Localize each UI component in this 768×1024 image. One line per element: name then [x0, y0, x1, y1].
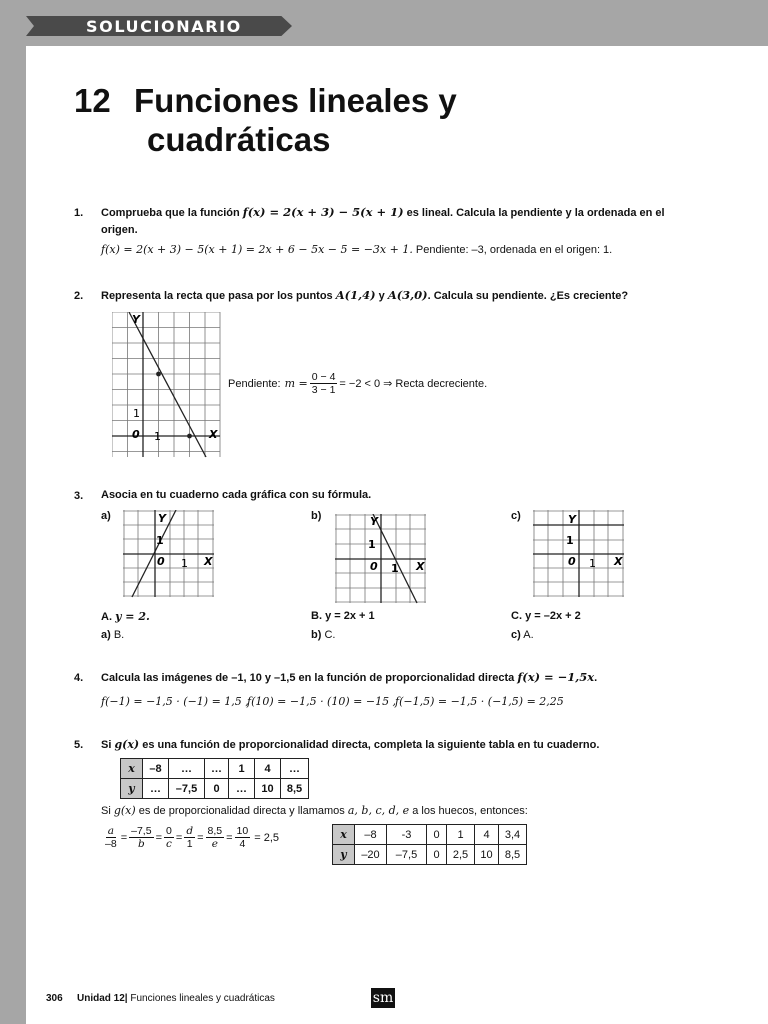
table-cell: –7,5 [169, 779, 205, 799]
table-cell: 10 [255, 779, 281, 799]
exercise-2-point-a2 [187, 434, 192, 439]
exercise-3-number: 3. [74, 490, 84, 502]
header-banner-text: SOLUCIONARIO [86, 17, 242, 36]
table-cell: y [121, 779, 143, 799]
table-cell: 3,4 [499, 825, 527, 845]
exercise-2-and: y [378, 290, 385, 302]
table-cell: 8,5 [281, 779, 309, 799]
table-cell: … [281, 759, 309, 779]
exercise-5-table-complete [332, 824, 527, 865]
table-cell: –8 [355, 825, 387, 845]
publisher-logo: sm [372, 990, 394, 1006]
exercise-5-number: 5. [74, 739, 84, 751]
exercise-3-graph-b-tick-1y: 1 [368, 538, 376, 551]
exercise-3-graph-c-tick-1x: 1 [589, 557, 596, 570]
exercise-3-graph-c-tick-0: 0 [568, 555, 576, 568]
exercise-4-text: Calcula las imágenes de –1, 10 y –1,5 en la función de proporcionalidad directa [101, 672, 515, 684]
footer-unit-label: Unidad 12 [77, 993, 125, 1004]
exercise-2-slope-result: = −2 < 0 ⇒ Recta decreciente. [339, 378, 488, 390]
exercise-2-point-a1 [156, 372, 161, 377]
exercise-5-fraction-chain: $\frac{a}{-8}$ = $\frac{-7,5}{b}$ = $\frac{0}{c}$ = $\frac{d}{1}$ = $\frac{8,5}{e}$ = $\frac{10}{4}$ = 2,5 [105, 825, 280, 850]
exercise-4-question [101, 669, 697, 687]
exercise-2-frac-num: 0 − 4 [311, 371, 336, 383]
exercise-1-text-c: origen. [101, 224, 138, 236]
exercise-5-text-b: es una función de proporcionalidad directa, completa la siguiente tabla en tu cuaderno. [142, 739, 600, 751]
exercise-2-x-label: X [209, 428, 218, 441]
table-cell: 0 [427, 825, 447, 845]
exercise-3-graph-c [533, 510, 625, 598]
table-cell: –7,5 [387, 845, 427, 865]
table-cell: … [205, 759, 229, 779]
exercise-1-text-a: Comprueba que la función [101, 207, 240, 219]
table-row [333, 825, 527, 845]
exercise-3-graph-c-tick-1y: 1 [566, 534, 574, 547]
exercise-3-graph-c-y-label: Y [568, 513, 576, 526]
table-cell: y [333, 845, 355, 865]
table-cell: 0 [427, 845, 447, 865]
exercise-5-fraction-result: = 2,5 [254, 831, 280, 844]
exercise-3-graph-b-y-label: Y [370, 515, 378, 528]
fraction: $\frac{0}{c}$ [166, 825, 172, 850]
footer-page-number: 306 [46, 993, 63, 1004]
exercise-5-gx: g(x) [114, 738, 140, 751]
fraction: $\frac{-7,5}{b}$ [131, 825, 152, 850]
exercise-3-answer-c: c) A. [511, 629, 534, 641]
exercise-2-text-a: Representa la recta que pasa por los puntos [101, 290, 333, 302]
exercise-5-question [101, 736, 697, 754]
exercise-2-slope [228, 371, 487, 396]
table-cell: 0 [205, 779, 229, 799]
exercise-1-answer-math: f(x) = 2(x + 3) − 5(x + 1) = 2x + 6 − 5x − 5 = −3x + 1. [101, 243, 413, 256]
exercise-3-graph-b-tick-0: 0 [370, 560, 378, 573]
fraction: $\frac{d}{1}$ [186, 825, 194, 850]
exercise-3-graph-c-letter: c) [511, 510, 521, 522]
exercise-4-answer-3: f(−1,5) = −1,5 · (−1,5) = 2,25 [395, 695, 564, 708]
exercise-5-explanation: Si g(x) es de proporcionalidad directa y llamamos a, b, c, d, e a los huecos, entonces: [101, 804, 528, 817]
table-cell: 8,5 [499, 845, 527, 865]
fraction: $\frac{a}{-8}$ [105, 825, 117, 850]
table-cell: 1 [229, 759, 255, 779]
exercise-3-answer-a: a) B. [101, 629, 125, 641]
exercise-3-question: Asocia en tu cuaderno cada gráfica con su fórmula. [101, 489, 372, 501]
table-cell: -3 [387, 825, 427, 845]
exercise-2-question [101, 287, 697, 305]
table-cell: … [169, 759, 205, 779]
exercise-2-line [129, 312, 206, 457]
exercise-1-answer [101, 243, 612, 256]
table-cell: 4 [255, 759, 281, 779]
table-cell: 1 [447, 825, 475, 845]
table-cell: … [143, 779, 169, 799]
exercise-2-tick-0: 0 [132, 428, 140, 441]
table-cell: 2,5 [447, 845, 475, 865]
exercise-1-formula: f(x) = 2(x + 3) − 5(x + 1) [242, 205, 404, 219]
table-cell: –20 [355, 845, 387, 865]
exercise-2-number: 2. [74, 290, 84, 302]
exercise-1-number: 1. [74, 207, 84, 219]
exercise-3-formula-a: A. y = 2. [101, 610, 150, 623]
exercise-3-formula-c: C. y = –2x + 2 [511, 610, 581, 622]
exercise-3-graph-b-tick-1x: 1 [391, 562, 399, 575]
exercise-3-graph-a-x-label: X [204, 555, 213, 568]
exercise-1-answer-text: Pendiente: –3, ordenada en el origen: 1. [415, 244, 613, 256]
exercise-3-graph-a-tick-1y: 1 [156, 534, 164, 547]
exercise-2-text-b: . Calcula su pendiente. ¿Es creciente? [427, 290, 629, 302]
exercise-4-answer-2: f(10) = −1,5 · (10) = −15 , [247, 695, 397, 708]
table-row [121, 759, 309, 779]
exercise-3-graph-a [123, 510, 215, 598]
exercise-2-point1: A(1,4) [335, 288, 376, 302]
exercise-2-y-label: Y [132, 313, 140, 326]
exercise-3-graph-a-y-label: Y [158, 512, 166, 525]
exercise-2-graph [112, 312, 222, 458]
table-cell: … [229, 779, 255, 799]
exercise-3-graph-c-x-label: X [614, 555, 623, 568]
exercise-2-tick-1y: 1 [133, 407, 140, 420]
fraction: $\frac{10}{4}$ [236, 825, 249, 850]
chapter-number: 12 [74, 82, 111, 119]
table-cell: 4 [475, 825, 499, 845]
exercise-5-table-incomplete [120, 758, 309, 799]
exercise-1-text-b: es lineal. Calcula la pendiente y la ordenada en el [406, 207, 665, 219]
exercise-2-slope-label: Pendiente: [228, 377, 281, 390]
table-row [121, 779, 309, 799]
exercise-2-tick-1x: 1 [154, 430, 161, 443]
exercise-3-answer-b: b) C. [311, 629, 336, 641]
exercise-2-point2: A(3,0) [387, 288, 428, 302]
table-cell: x [121, 759, 143, 779]
chapter-title-line2: cuadráticas [147, 121, 331, 158]
exercise-2-slope-m: m = [284, 377, 308, 390]
footer-unit-title: Funciones lineales y cuadráticas [130, 993, 275, 1004]
table-cell: 10 [475, 845, 499, 865]
exercise-3-graph-a-letter: a) [101, 510, 111, 522]
exercise-1-question [101, 204, 697, 239]
exercise-3-graph-a-tick-1x: 1 [181, 557, 188, 570]
table-row [333, 845, 527, 865]
exercise-3-graph-b [335, 514, 427, 604]
footer-separator: | [124, 993, 128, 1004]
chapter-title-line1: Funciones lineales y [134, 82, 457, 119]
fraction: $\frac{8,5}{e}$ [207, 825, 223, 850]
footer-unit [77, 993, 275, 1004]
exercise-3-graph-b-letter: b) [311, 510, 322, 522]
exercise-4-formula: f(x) = −1,5x [517, 670, 595, 684]
exercise-3-graph-a-tick-0: 0 [157, 555, 165, 568]
table-cell: –8 [143, 759, 169, 779]
exercise-3-graph-b-x-label: X [416, 560, 425, 573]
table-cell: x [333, 825, 355, 845]
exercise-4-number: 4. [74, 672, 84, 684]
exercise-4-period: . [594, 672, 598, 684]
exercise-5-text-a: Si [101, 739, 112, 751]
exercise-4-answer-1: f(−1) = −1,5 · (−1) = 1,5 , [101, 695, 249, 708]
exercise-2-slope-fraction [310, 371, 338, 396]
exercise-2-frac-den: 3 − 1 [311, 384, 336, 396]
exercise-3-formula-b: B. y = 2x + 1 [311, 610, 375, 622]
